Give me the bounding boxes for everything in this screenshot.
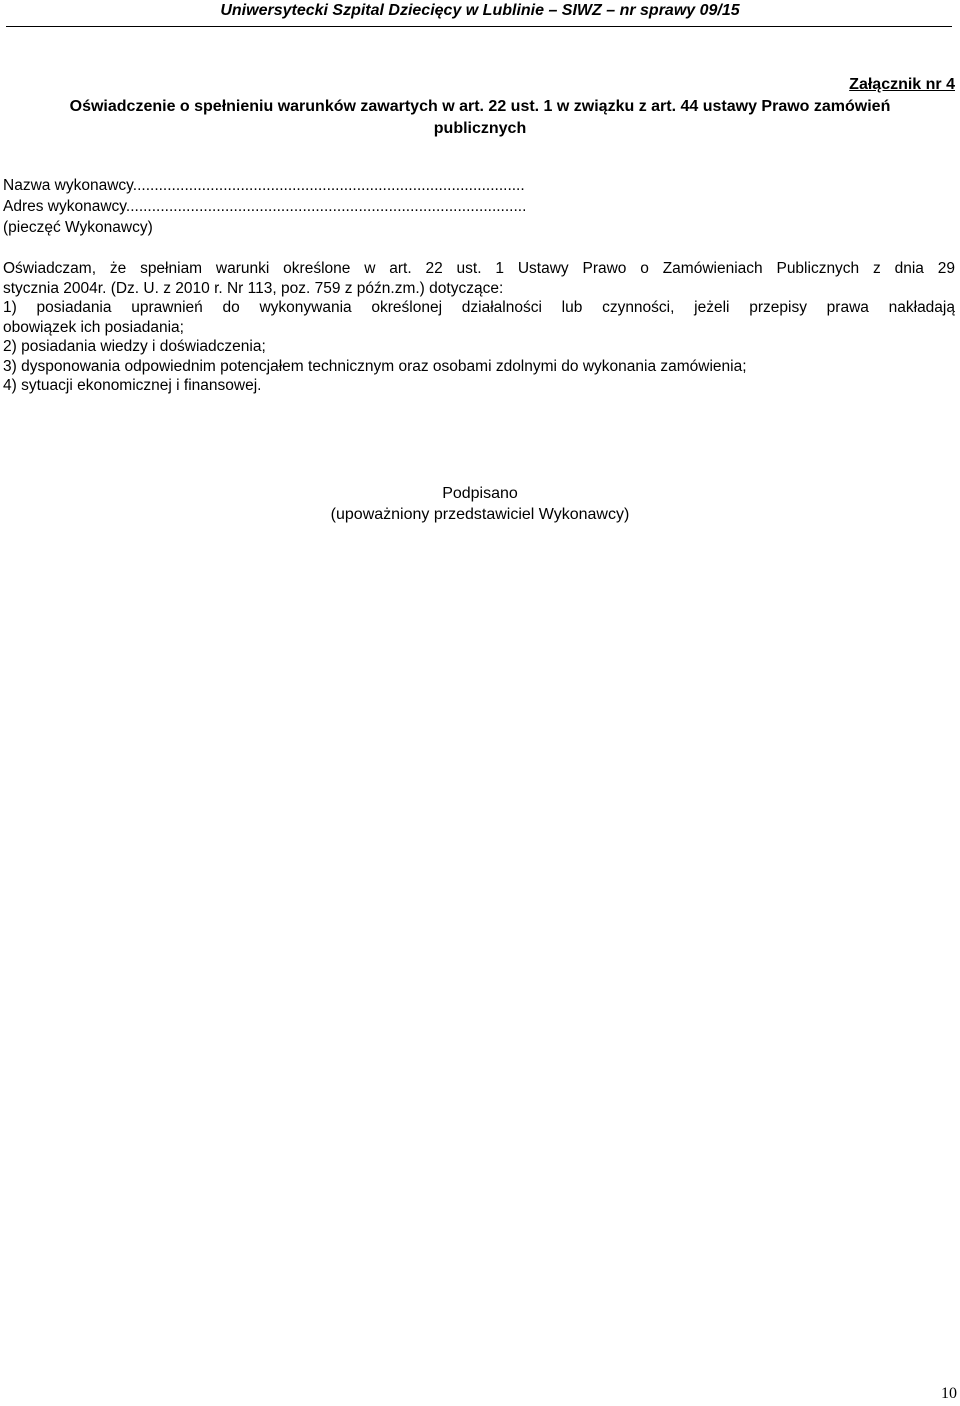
- declaration-item-1-line-1: 1) posiadania uprawnień do wykonywania określonej działalności lub czynności, jeżeli przepisy prawa nakładają: [3, 299, 955, 316]
- header-divider: [6, 26, 952, 27]
- declaration-line-1: Oświadczam, że spełniam warunki określone w art. 22 ust. 1 Ustawy Prawo o Zamówieniach Publicznych z dnia 29: [3, 260, 955, 277]
- document-title: [0, 96, 960, 140]
- signature-label: Podpisano: [442, 485, 518, 502]
- signature-block: [0, 483, 960, 525]
- declaration-item-2: 2) posiadania wiedzy i doświadczenia;: [3, 338, 266, 355]
- contractor-stamp-label: (pieczęć Wykonawcy): [3, 219, 153, 236]
- declaration-item-1-line-2: obowiązek ich posiadania;: [3, 318, 184, 336]
- declaration-item-4: 4) sytuacji ekonomicznej i finansowej.: [3, 377, 262, 394]
- declaration-item-3: 3) dysponowania odpowiednim potencjałem technicznym oraz osobami zdolnymi do wykonania zamówienia;: [3, 357, 747, 375]
- page-number: 10: [941, 1385, 957, 1402]
- declaration-block: [3, 259, 955, 396]
- annex-label: Załącznik nr 4: [849, 76, 955, 93]
- title-line-2: publicznych: [433, 120, 527, 137]
- contractor-address-field: Adres wykonawcy.............................................................................................: [3, 198, 527, 215]
- signature-sublabel: (upoważniony przedstawiciel Wykonawcy): [330, 506, 630, 523]
- document-header: Uniwersytecki Szpital Dziecięcy w Lublinie – SIWZ – nr sprawy 09/15: [220, 2, 740, 19]
- title-line-1: Oświadczenie o spełnieniu warunków zawartych w art. 22 ust. 1 w związku z art. 44 ustawy Prawo zamówień: [69, 98, 891, 115]
- declaration-line-2: stycznia 2004r. (Dz. U. z 2010 r. Nr 113, poz. 759 z późn.zm.) dotyczące:: [3, 279, 504, 297]
- contractor-name-field: Nazwa wykonawcy...........................................................................................: [3, 177, 525, 194]
